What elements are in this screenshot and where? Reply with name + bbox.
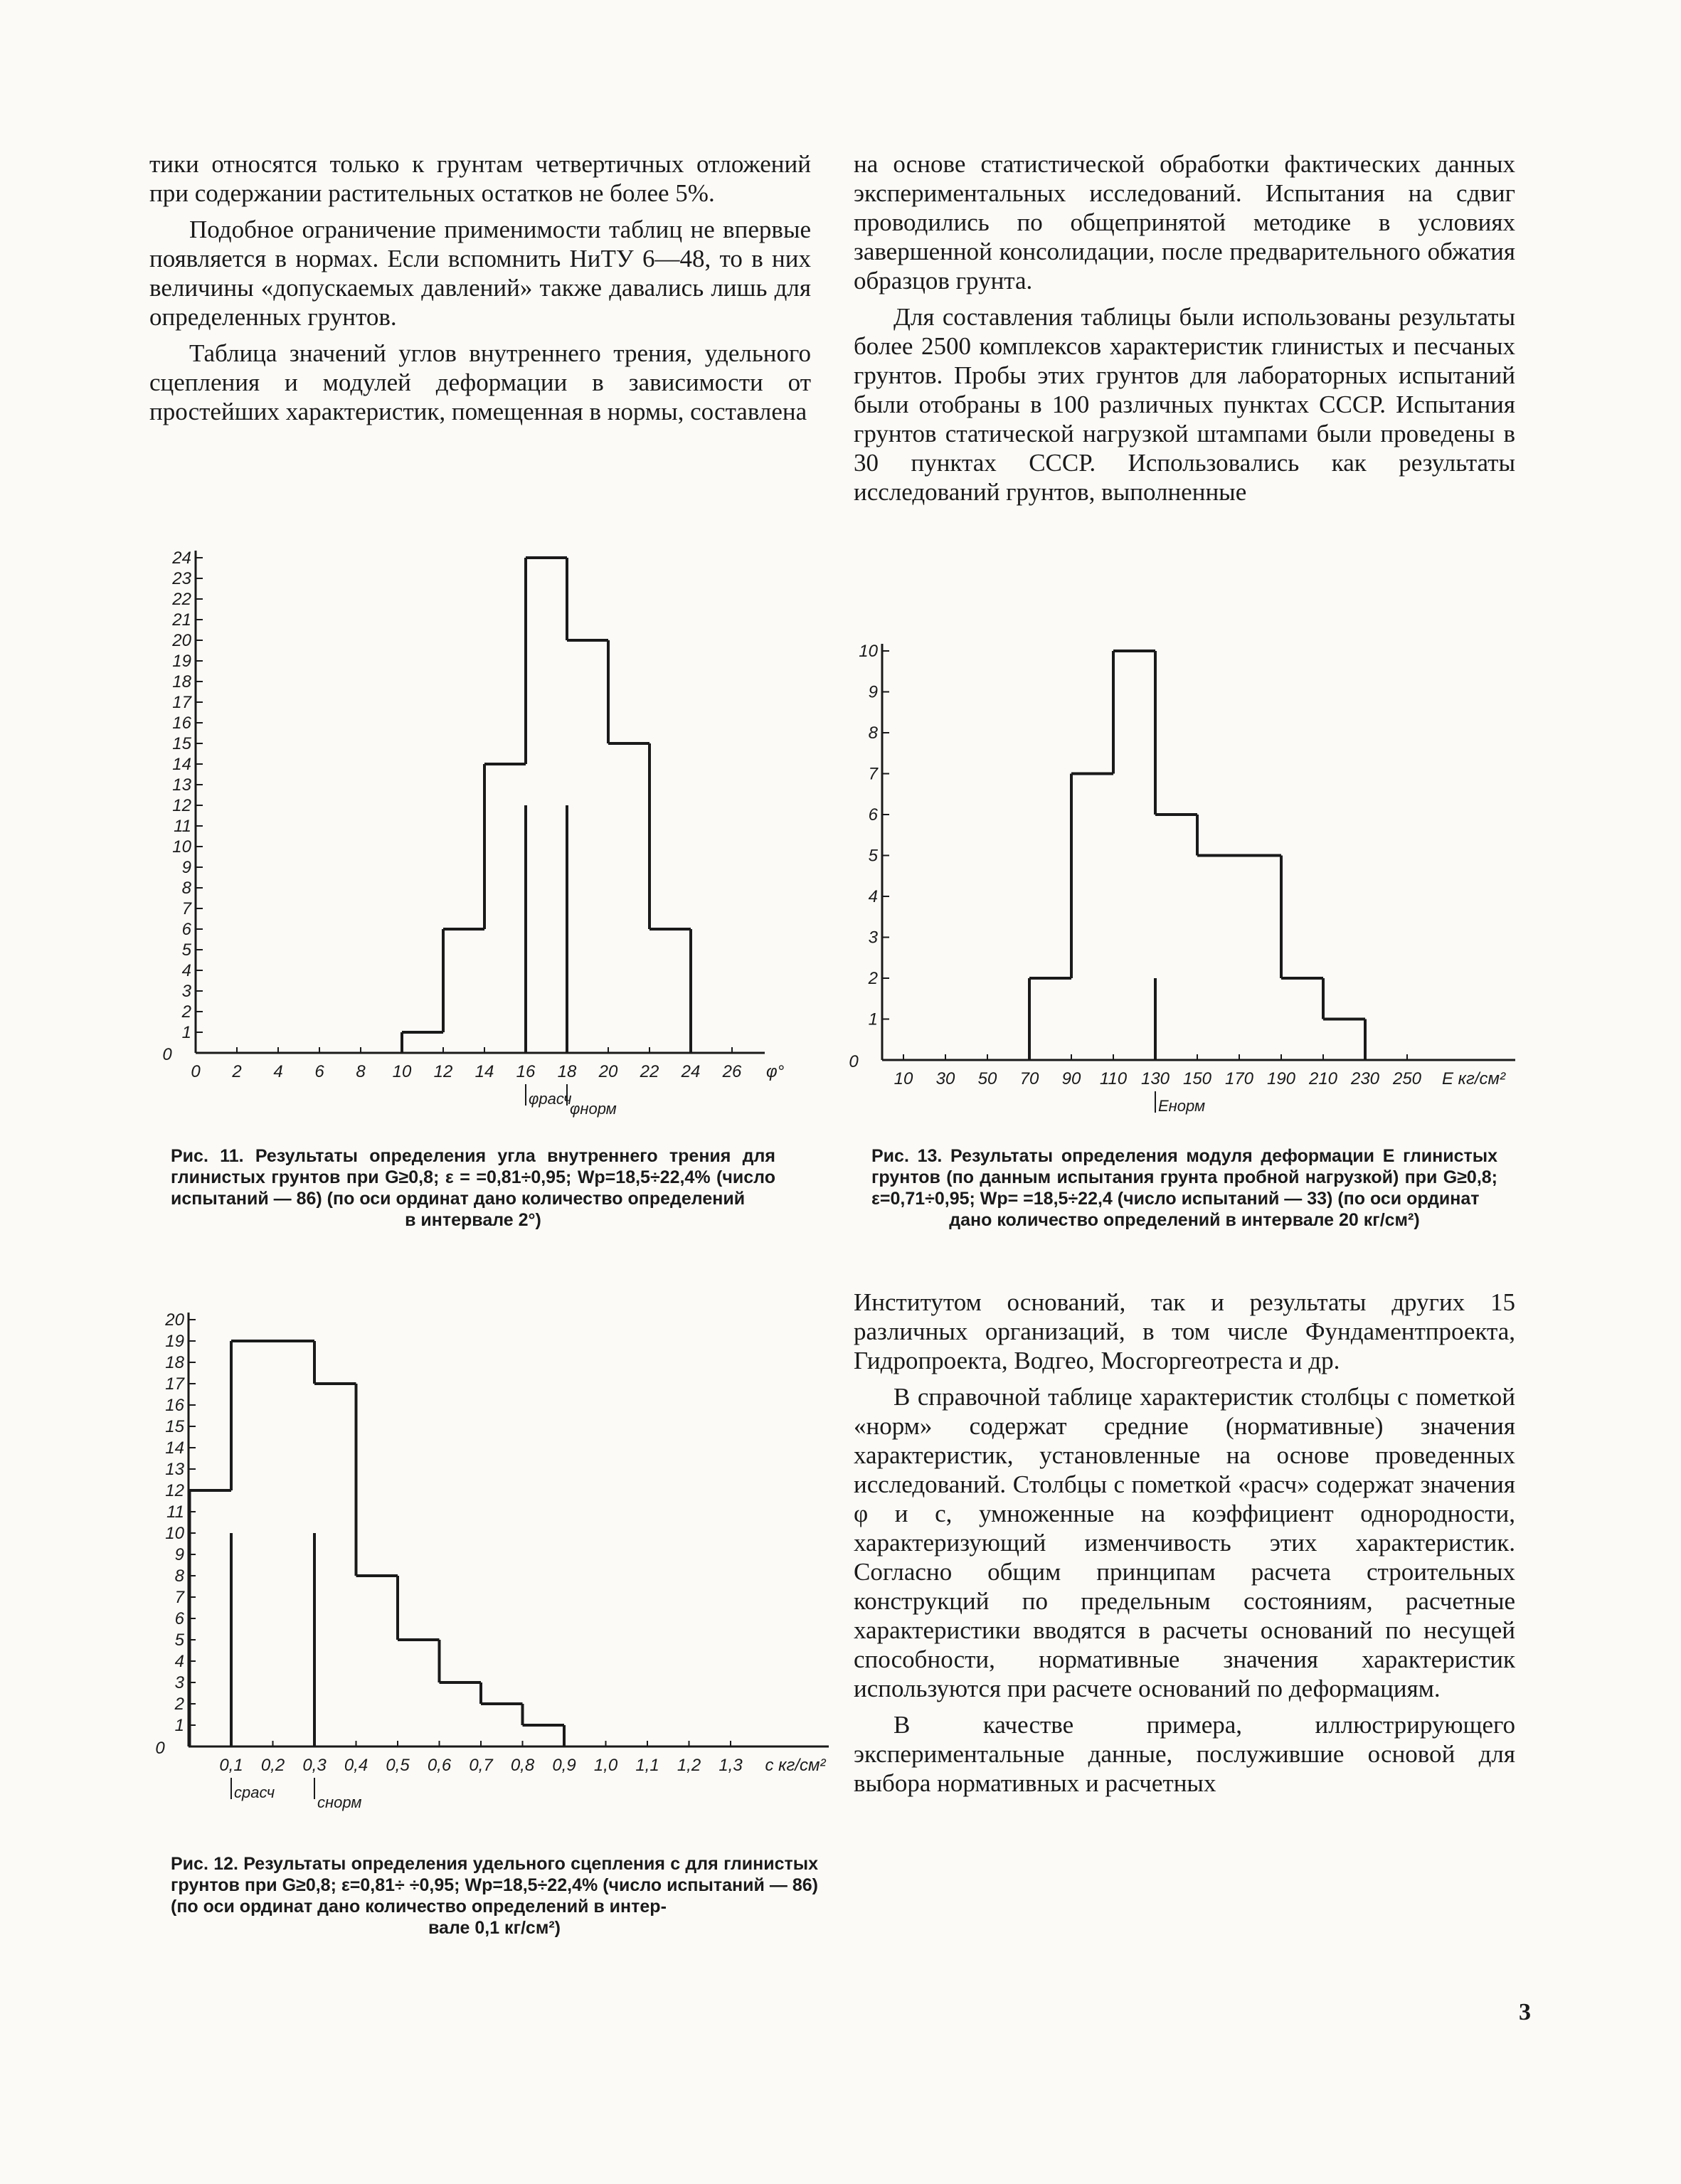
x-tick-label: 30 xyxy=(935,1069,955,1088)
marker-label: cрасч xyxy=(234,1783,275,1801)
y-tick-label: 3 xyxy=(174,1673,184,1692)
x-tick-label: 0,8 xyxy=(510,1756,535,1775)
y-tick-label: 17 xyxy=(165,1374,184,1394)
y-tick-label: 10 xyxy=(859,642,878,661)
x-tick-label: 0,9 xyxy=(552,1756,576,1775)
marker-label: cнорм xyxy=(317,1793,362,1811)
x-tick-label: 2 xyxy=(232,1062,242,1081)
marker-label: φрасч xyxy=(529,1090,572,1108)
left-column-text xyxy=(149,149,811,433)
x-tick-label: 8 xyxy=(356,1062,366,1081)
y-tick-label: 8 xyxy=(868,723,878,743)
x-tick-label: 10 xyxy=(392,1062,412,1081)
x-axis-title: c кг/см² xyxy=(765,1756,826,1775)
y-tick-label: 2 xyxy=(868,969,878,988)
y-tick-label: 9 xyxy=(174,1545,184,1564)
y-tick-label: 4 xyxy=(174,1652,184,1671)
x-tick-label: 12 xyxy=(433,1062,453,1081)
right-column-top-text xyxy=(854,149,1515,514)
y-tick-label: 11 xyxy=(166,1502,184,1522)
y-tick-label: 10 xyxy=(165,1524,184,1543)
figure-13-histogram xyxy=(832,626,1544,1138)
caption-text: Рис. 12. Результаты определения удельного сцепления c для глинистых грунтов при G≥0,8; ε=0,81÷ ÷0,95; Wp=18,5÷22,4% (число испытаний — 86) (по оси ординат дано количество определений в интер- xyxy=(171,1854,818,1917)
y-tick-label: 21 xyxy=(172,610,191,630)
x-tick-label: 90 xyxy=(1061,1069,1081,1088)
marker-label: Eнорм xyxy=(1158,1097,1206,1115)
x-tick-label: 14 xyxy=(474,1062,494,1081)
x-tick-label: 20 xyxy=(598,1062,618,1081)
y-tick-label: 4 xyxy=(181,961,191,980)
paragraph: В справочной таблице характеристик столбцы с пометкой «норм» содержат средние (нормативные) значения характеристик, установленные на основе проведенных исследований. Столбцы с пометкой «расч» содержат значения φ и c, умноженные на коэффициент однородности, характеризующий изменчивость этих характеристик. Согласно общим принципам расчета строительных конструкций по предельным состояниям, расчетные характеристики вводятся в расчеты оснований по несущей способности, нормативные значения характеристик используются при расчете оснований по деформациям. xyxy=(854,1383,1515,1702)
y-tick-label: 14 xyxy=(172,755,191,774)
x-tick-label: 16 xyxy=(516,1062,536,1081)
y-tick-label: 24 xyxy=(172,548,191,568)
figure-13-caption xyxy=(871,1145,1497,1231)
y-tick-label: 16 xyxy=(165,1396,184,1415)
x-tick-label: 22 xyxy=(640,1062,659,1081)
y-tick-label: 12 xyxy=(172,796,191,815)
y-tick-label: 7 xyxy=(868,764,878,784)
x-tick-label: 24 xyxy=(681,1062,701,1081)
y-tick-label: 2 xyxy=(174,1695,184,1714)
x-tick-label: 250 xyxy=(1392,1069,1422,1088)
x-tick-label: 0,1 xyxy=(219,1756,243,1775)
figure-12-histogram xyxy=(153,1310,864,1843)
x-tick-label: 210 xyxy=(1308,1069,1338,1088)
x-tick-label: 230 xyxy=(1350,1069,1380,1088)
y-tick-label: 18 xyxy=(165,1353,184,1372)
figure-11-histogram xyxy=(153,541,822,1145)
x-tick-label: 1,3 xyxy=(718,1756,743,1775)
origin-label: 0 xyxy=(849,1052,859,1071)
paragraph: Таблица значений углов внутреннего трения, удельного сцепления и модулей деформации в зависимости от простейших характеристик, помещенная в нормы, составлена xyxy=(149,339,811,425)
x-tick-label: 50 xyxy=(977,1069,997,1088)
y-tick-label: 12 xyxy=(165,1481,184,1500)
x-tick-label: 150 xyxy=(1182,1069,1212,1088)
x-tick-label: 70 xyxy=(1019,1069,1039,1088)
caption-text: Рис. 11. Результаты определения угла внутреннего трения для глинистых грунтов при G≥0,8; ε = =0,81÷0,95; Wp=18,5÷22,4% (число испытаний — 86) (по оси ординат дано количество определений xyxy=(171,1146,775,1209)
figure-11-caption xyxy=(171,1145,775,1231)
paragraph: тики относятся только к грунтам четвертичных отложений при содержании растительных остатков не более 5%. xyxy=(149,150,811,207)
y-tick-label: 22 xyxy=(172,590,191,609)
caption-text: в интервале 2°) xyxy=(405,1210,541,1230)
x-tick-label: 1,1 xyxy=(635,1756,659,1775)
y-tick-label: 6 xyxy=(174,1609,184,1628)
marker-label: φнорм xyxy=(570,1100,617,1118)
y-tick-label: 8 xyxy=(181,879,191,898)
x-tick-label: 130 xyxy=(1140,1069,1170,1088)
x-tick-label: 26 xyxy=(722,1062,742,1081)
paragraph: на основе статистической обработки фактических данных экспериментальных исследований. Испытания на сдвиг проводились по общепринятой методике в условиях завершенной консолидации, после предварительного обжатия образцов грунта. xyxy=(854,150,1515,295)
x-tick-label: 0,7 xyxy=(469,1756,493,1775)
y-tick-label: 1 xyxy=(174,1716,184,1735)
y-tick-label: 5 xyxy=(868,846,878,866)
x-axis-title: φ° xyxy=(766,1062,785,1081)
x-tick-label: 4 xyxy=(273,1062,283,1081)
y-tick-label: 3 xyxy=(181,982,191,1001)
y-tick-label: 6 xyxy=(181,920,191,939)
y-tick-label: 15 xyxy=(172,734,191,753)
paragraph: Подобное ограничение применимости таблиц не впервые появляется в нормах. Если вспомнить НиТУ 6—48, то в них величины «допускаемых давлений» также давались лишь для определенных грунтов. xyxy=(149,216,811,331)
x-tick-label: 1,2 xyxy=(677,1756,701,1775)
y-tick-label: 13 xyxy=(172,775,191,795)
x-tick-label: 18 xyxy=(557,1062,577,1081)
y-tick-label: 19 xyxy=(172,652,191,671)
page-number: 3 xyxy=(1519,1999,1531,2025)
y-tick-label: 15 xyxy=(165,1417,184,1436)
x-tick-label: 0,2 xyxy=(260,1756,285,1775)
y-tick-label: 16 xyxy=(172,714,191,733)
paragraph: В качестве примера, иллюстрирующего экспериментальные данные, послужившие основой для выбора нормативных и расчетных xyxy=(854,1711,1515,1797)
y-tick-label: 7 xyxy=(174,1588,184,1607)
y-tick-label: 11 xyxy=(174,817,191,836)
y-tick-label: 9 xyxy=(868,682,878,702)
y-tick-label: 20 xyxy=(172,631,191,650)
x-tick-label: 0 xyxy=(191,1062,201,1081)
y-tick-label: 7 xyxy=(181,899,191,918)
y-tick-label: 1 xyxy=(181,1023,191,1042)
y-tick-label: 18 xyxy=(172,672,191,691)
y-tick-label: 5 xyxy=(181,940,191,960)
x-tick-label: 6 xyxy=(314,1062,324,1081)
y-tick-label: 23 xyxy=(172,569,191,588)
x-axis-title: E кг/см² xyxy=(1442,1069,1505,1088)
right-column-bottom-text xyxy=(854,1288,1515,1805)
y-tick-label: 9 xyxy=(181,858,191,877)
y-tick-label: 17 xyxy=(172,693,191,712)
x-tick-label: 110 xyxy=(1099,1069,1128,1088)
y-tick-label: 3 xyxy=(868,928,878,948)
x-tick-label: 0,3 xyxy=(302,1756,327,1775)
y-tick-label: 19 xyxy=(165,1332,184,1351)
y-tick-label: 10 xyxy=(172,837,191,857)
y-tick-label: 20 xyxy=(165,1310,184,1330)
origin-label: 0 xyxy=(162,1045,172,1064)
x-tick-label: 190 xyxy=(1266,1069,1296,1088)
caption-text: дано количество определений в интервале 20 кг/см²) xyxy=(949,1210,1420,1230)
paragraph: Институтом оснований, так и результаты других 15 различных организаций, в том числе Фундаментпроекта, Гидропроекта, Водгео, Мосгоргеотреста и др. xyxy=(854,1288,1515,1374)
x-tick-label: 170 xyxy=(1224,1069,1254,1088)
origin-label: 0 xyxy=(155,1739,165,1758)
y-tick-label: 13 xyxy=(165,1460,184,1479)
y-tick-label: 14 xyxy=(165,1438,184,1458)
paragraph: Для составления таблицы были использованы результаты более 2500 комплексов характеристик глинистых и песчаных грунтов. Пробы этих грунтов для лабораторных испытаний были отобраны в 100 различных пунктах СССР. Испытания грунтов статической нагрузкой штампами были проведены в 30 пунктах СССР. Использовались как результаты исследований грунтов, выполненные xyxy=(854,303,1515,506)
caption-text: вале 0,1 кг/см²) xyxy=(428,1918,561,1938)
x-tick-label: 0,4 xyxy=(344,1756,368,1775)
y-tick-label: 6 xyxy=(868,805,878,825)
caption-text: Рис. 13. Результаты определения модуля деформации E глинистых грунтов (по данным испытания грунта пробной нагрузкой) при G≥0,8; ε=0,71÷0,95; Wp= =18,5÷22,4 (число испытаний — 33) (по оси ординат xyxy=(871,1146,1497,1209)
y-tick-label: 1 xyxy=(868,1009,878,1029)
figure-12-caption xyxy=(171,1853,818,1939)
y-tick-label: 5 xyxy=(174,1631,184,1650)
x-tick-label: 0,5 xyxy=(386,1756,410,1775)
y-tick-label: 2 xyxy=(181,1002,191,1022)
x-tick-label: 1,0 xyxy=(593,1756,618,1775)
x-tick-label: 10 xyxy=(893,1069,913,1088)
y-tick-label: 8 xyxy=(174,1567,184,1586)
x-tick-label: 0,6 xyxy=(427,1756,452,1775)
y-tick-label: 4 xyxy=(868,887,878,906)
